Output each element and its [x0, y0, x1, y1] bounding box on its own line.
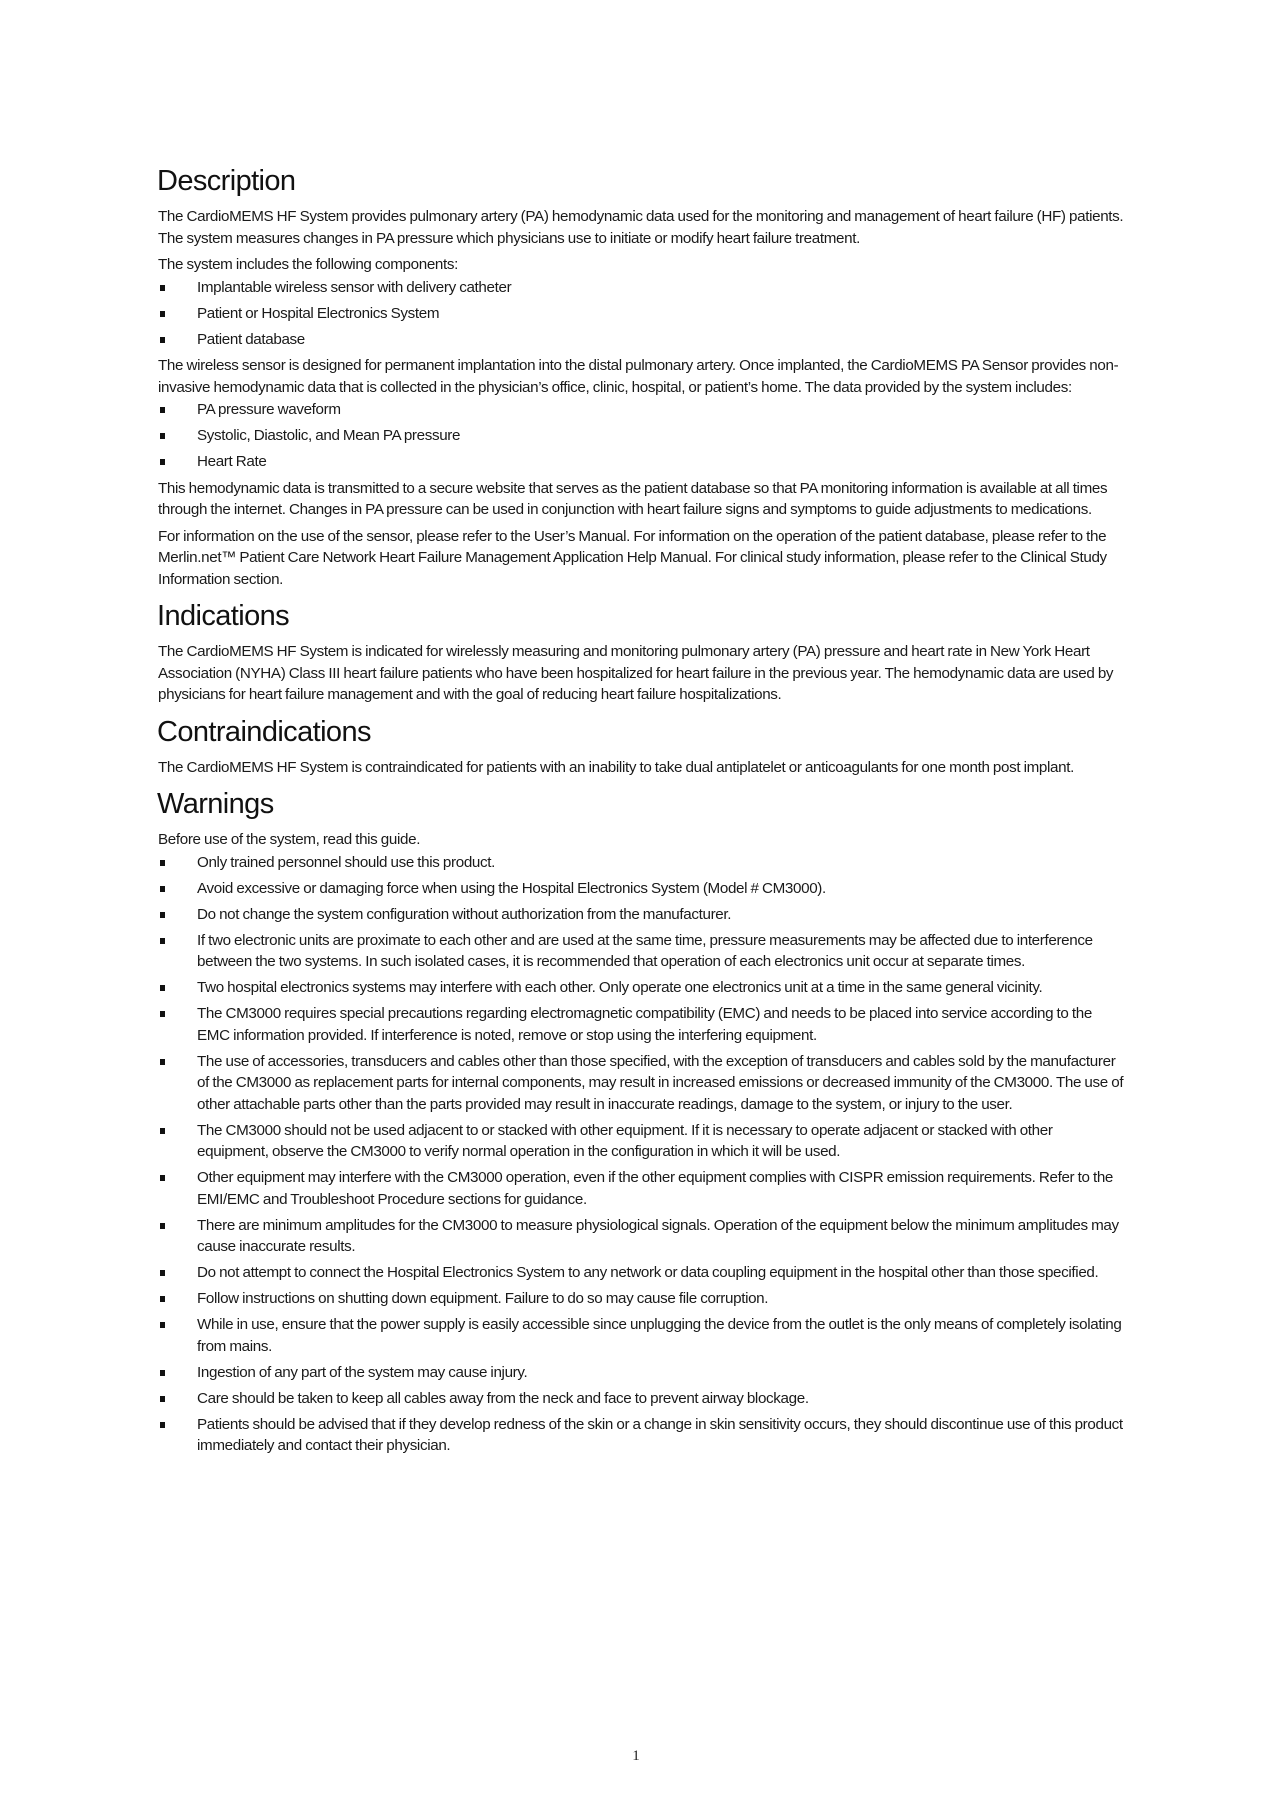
- bullet-icon: [160, 1322, 165, 1328]
- bullet-icon: [160, 407, 165, 413]
- section-heading-description: Description: [157, 165, 296, 197]
- list-item: Do not attempt to connect the Hospital Electronics System to any network or data coupling equipment in the hospital other than those specified.: [158, 1262, 1124, 1284]
- list-item: Other equipment may interfere with the CM3000 operation, even if the other equipment complies with CISPR emission requirements. Refer to the EMI/EMC and Troubleshoot Procedure sections for guidance.: [158, 1167, 1124, 1210]
- bullet-icon: [160, 1128, 165, 1134]
- bullet-icon: [160, 1059, 165, 1065]
- bullet-icon: [160, 1223, 165, 1229]
- list-item: The use of accessories, transducers and cables other than those specified, with the exception of transducers and cables sold by the manufacturer of the CM3000 as replacement parts for internal components, may result in increased emissions or decreased immunity of the CM3000. The use of other attachable parts other than the parts provided may result in inaccurate readings, damage to the system, or injury to the user.: [158, 1051, 1124, 1116]
- bullet-icon: [160, 311, 165, 317]
- list-item: Heart Rate: [158, 451, 1124, 473]
- list-item: Systolic, Diastolic, and Mean PA pressure: [158, 425, 1124, 447]
- list-item: Two hospital electronics systems may interfere with each other. Only operate one electronics unit at a time in the same general vicinity.: [158, 977, 1124, 999]
- bullet-icon: [160, 912, 165, 918]
- list-item: Follow instructions on shutting down equipment. Failure to do so may cause file corruption.: [158, 1288, 1124, 1310]
- list-item: Patient database: [158, 329, 1124, 351]
- warnings-intro: Before use of the system, read this guide.: [158, 831, 421, 848]
- list-item: Patients should be advised that if they develop redness of the skin or a change in skin sensitivity occurs, they should discontinue use of this product immediately and contact their physician.: [158, 1414, 1124, 1457]
- section-heading-warnings: Warnings: [157, 788, 274, 820]
- section-heading-indications: Indications: [157, 600, 290, 632]
- description-paragraph: This hemodynamic data is transmitted to a secure website that serves as the patient database so that PA monitoring information is available at all times through the internet. Changes in PA pressure can be used in conjunction with heart failure signs and symptoms to guide adjustments to medications.: [158, 479, 1108, 518]
- bullet-icon: [160, 1296, 165, 1302]
- bullet-icon: [160, 433, 165, 439]
- bullet-icon: [160, 886, 165, 892]
- page-number: 1: [632, 1748, 640, 1764]
- warnings-list: [158, 852, 1124, 1457]
- list-item: If two electronic units are proximate to each other and are used at the same time, pressure measurements may be affected due to interference between the two systems. In such isolated cases, it is recommended that operation of each electronics unit occur at separate times.: [158, 930, 1124, 973]
- bullet-icon: [160, 1270, 165, 1276]
- warnings-section: [158, 787, 1124, 1457]
- description-paragraph: The wireless sensor is designed for permanent implantation into the distal pulmonary artery. Once implanted, the CardioMEMS PA Sensor provides non-invasive hemodynamic data that is collected in the physician’s office, clinic, hospital, or patient’s home. The data provided by the system includes:: [158, 357, 1119, 396]
- description-paragraph: The CardioMEMS HF System provides pulmonary artery (PA) hemodynamic data used for the monitoring and management of heart failure (HF) patients. The system measures changes in PA pressure which physicians use to initiate or modify heart failure treatment.: [158, 208, 1124, 247]
- list-item: Patient or Hospital Electronics System: [158, 303, 1124, 325]
- list-item: Ingestion of any part of the system may cause injury.: [158, 1362, 1124, 1384]
- bullet-icon: [160, 1370, 165, 1376]
- list-item: There are minimum amplitudes for the CM3000 to measure physiological signals. Operation of the equipment below the minimum amplitudes may cause inaccurate results.: [158, 1215, 1124, 1258]
- list-item: Implantable wireless sensor with delivery catheter: [158, 277, 1124, 299]
- list-item: Do not change the system configuration without authorization from the manufacturer.: [158, 904, 1124, 926]
- section-heading-contraindications: Contraindications: [157, 715, 371, 748]
- description-paragraph: The system includes the following components:: [158, 256, 459, 273]
- document-page: [158, 164, 1124, 1466]
- bullet-icon: [160, 337, 165, 343]
- bullet-icon: [160, 285, 165, 291]
- bullet-icon: [160, 1396, 165, 1402]
- bullet-icon: [160, 1175, 165, 1181]
- list-item: The CM3000 requires special precautions regarding electromagnetic compatibility (EMC) and needs to be placed into service according to the EMC information provided. If interference is noted, remove or stop using the interfering equipment.: [158, 1003, 1124, 1046]
- list-item: PA pressure waveform: [158, 399, 1124, 421]
- indications-section: [158, 599, 1124, 706]
- description-section: [158, 164, 1124, 590]
- list-item: Care should be taken to keep all cables away from the neck and face to prevent airway blockage.: [158, 1388, 1124, 1410]
- components-list: [158, 277, 1124, 351]
- list-item: Only trained personnel should use this product.: [158, 852, 1124, 874]
- bullet-icon: [160, 1422, 165, 1428]
- list-item: While in use, ensure that the power supply is easily accessible since unplugging the device from the outlet is the only means of completely isolating from mains.: [158, 1314, 1124, 1357]
- bullet-icon: [160, 860, 165, 866]
- description-paragraph: For information on the use of the sensor, please refer to the User’s Manual. For information on the operation of the patient database, please refer to the Merlin.net™ Patient Care Network Heart Failure Management Application Help Manual. For clinical study information, please refer to the Clinical Study Information section.: [158, 527, 1107, 588]
- bullet-icon: [160, 985, 165, 991]
- list-item: Avoid excessive or damaging force when using the Hospital Electronics System (Model # CM3000).: [158, 878, 1124, 900]
- list-item: The CM3000 should not be used adjacent to or stacked with other equipment. If it is necessary to operate adjacent or stacked with other equipment, observe the CM3000 to verify normal operation in the configuration in which it will be used.: [158, 1120, 1124, 1163]
- data-items-list: [158, 399, 1124, 473]
- contraindications-section: [158, 715, 1124, 779]
- bullet-icon: [160, 459, 165, 465]
- bullet-icon: [160, 938, 165, 944]
- contraindications-paragraph: The CardioMEMS HF System is contraindicated for patients with an inability to take dual antiplatelet or anticoagulants for one month post implant.: [158, 758, 1074, 776]
- bullet-icon: [160, 1011, 165, 1017]
- indications-paragraph: The CardioMEMS HF System is indicated for wirelessly measuring and monitoring pulmonary artery (PA) pressure and heart rate in New York Heart Association (NYHA) Class III heart failure patients who have been hospitalized for heart failure in the previous year. The hemodynamic data are used by physicians for heart failure management and with the goal of reducing heart failure hospitalizations.: [158, 643, 1114, 703]
